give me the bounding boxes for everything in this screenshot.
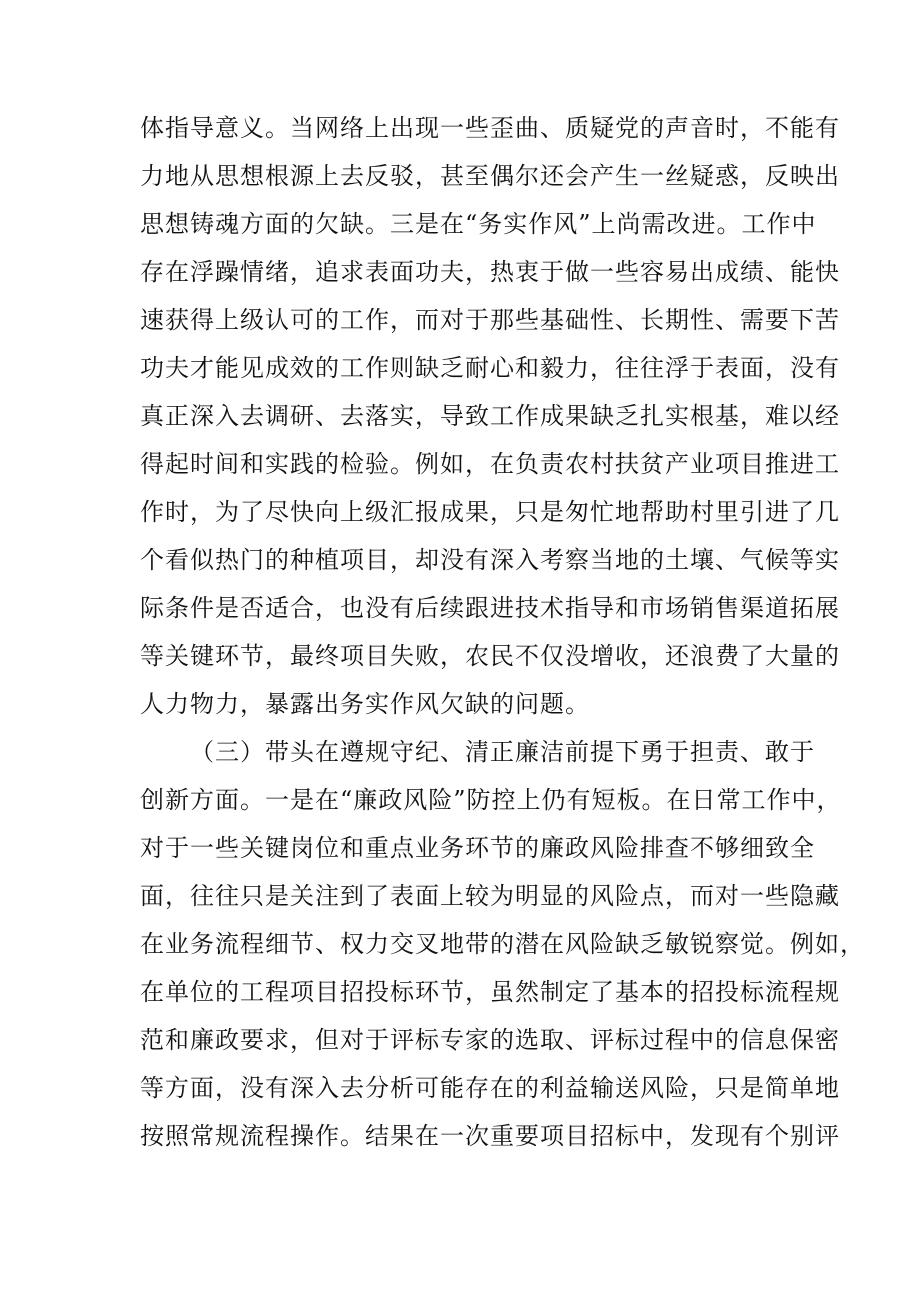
text-line: 个看似热门的种植项目，却没有深入考察当地的土壤、气候等实 (140, 546, 840, 574)
text-line: 功夫才能见成效的工作则缺乏耐心和毅力，往往浮于表面，没有 (140, 354, 840, 382)
text-line: 力地从思想根源上去反驳，甚至偶尔还会产生一丝疑惑，反映出 (140, 162, 840, 190)
paragraph-2 (140, 728, 865, 1160)
text-line: 等方面，没有深入去分析可能存在的利益输送风险，只是简单地 (140, 1074, 840, 1102)
text-line: 按照常规流程操作。结果在一次重要项目招标中，发现有个别评 (140, 1122, 840, 1150)
text-line: 得起时间和实践的检验。例如，在负责农村扶贫产业项目推进工 (140, 450, 840, 478)
text-line: 思想铸魂方面的欠缺。三是在“务实作风”上尚需改进。工作中 (140, 210, 817, 238)
paragraph-1 (140, 104, 840, 728)
text-line: 范和廉政要求，但对于评标专家的选取、评标过程中的信息保密 (140, 1026, 840, 1054)
text-line: 对于一些关键岗位和重点业务环节的廉政风险排查不够细致全 (140, 834, 815, 862)
body-text (140, 104, 865, 1160)
text-line: 真正深入去调研、去落实，导致工作成果缺乏扎实根基，难以经 (140, 402, 840, 430)
text-line: 存在浮躁情绪，追求表面功夫，热衷于做一些容易出成绩、能快 (140, 258, 840, 286)
text-line: 在业务流程细节、权力交叉地带的潜在风险缺乏敏锐察觉。例如， (140, 930, 865, 958)
text-line: 作时，为了尽快向上级汇报成果，只是匆忙地帮助村里引进了几 (140, 498, 840, 526)
text-line: 面，往往只是关注到了表面上较为明显的风险点，而对一些隐藏 (140, 882, 840, 910)
text-line: 创新方面。一是在“廉政风险”防控上仍有短板。在日常工作中， (140, 786, 842, 814)
text-line: （三）带头在遵规守纪、清正廉洁前提下勇于担责、敢于 (190, 738, 815, 766)
text-line: 体指导意义。当网络上出现一些歪曲、质疑党的声音时，不能有 (140, 114, 840, 142)
text-line: 等关键环节，最终项目失败，农民不仅没增收，还浪费了大量的 (140, 642, 840, 670)
text-line: 速获得上级认可的工作，而对于那些基础性、长期性、需要下苦 (140, 306, 840, 334)
text-line: 在单位的工程项目招投标环节，虽然制定了基本的招投标流程规 (140, 978, 840, 1006)
text-line: 人力物力，暴露出务实作风欠缺的问题。 (140, 690, 590, 718)
text-line: 际条件是否适合，也没有后续跟进技术指导和市场销售渠道拓展 (140, 594, 840, 622)
